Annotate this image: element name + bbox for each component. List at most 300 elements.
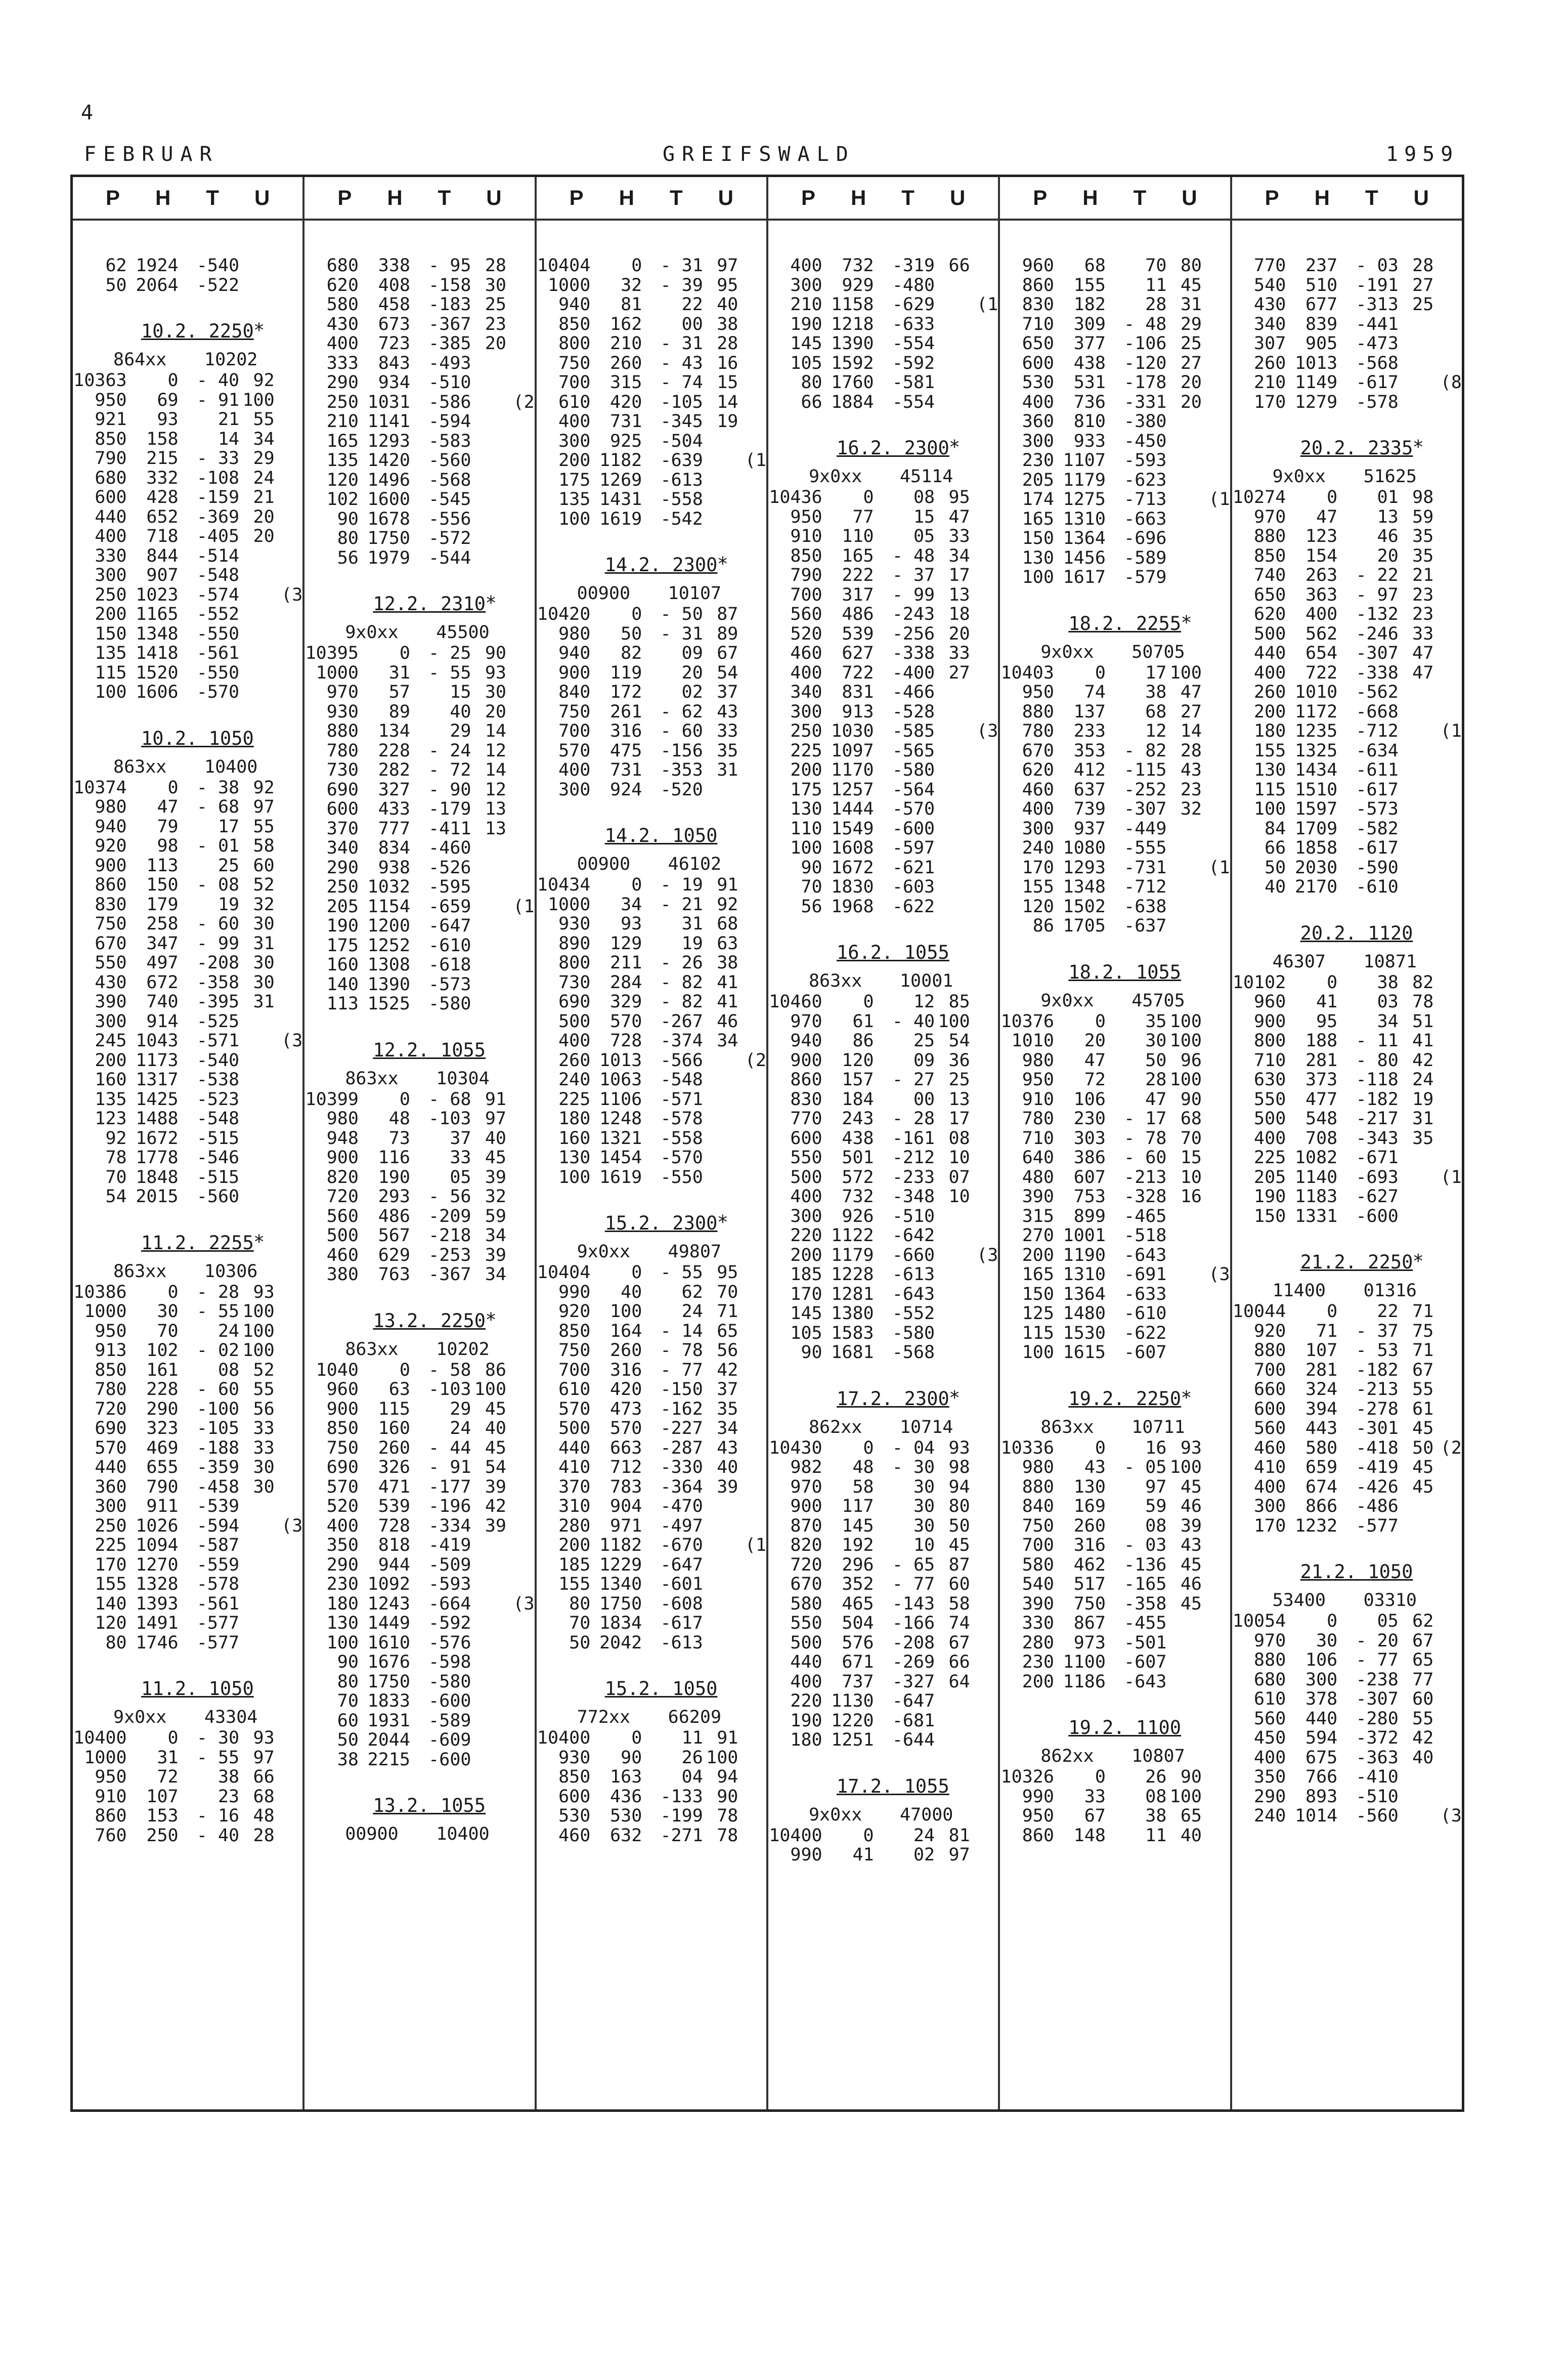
table-row <box>768 1826 998 1846</box>
table-cell: 0 <box>399 643 410 663</box>
table-cell: 35 <box>1145 1011 1167 1032</box>
table-cell: -233 <box>892 1167 935 1188</box>
table-cell: 670 <box>95 933 127 954</box>
table-cell: 900 <box>558 662 591 683</box>
table-cell: -419 <box>1356 1457 1399 1477</box>
sounding-header <box>1000 1691 1230 1767</box>
column-header-label: T <box>206 186 219 209</box>
table-row <box>537 1497 766 1516</box>
table-cell: -191 <box>1356 275 1399 295</box>
table-row <box>73 1728 302 1748</box>
table-cell <box>970 1438 998 1458</box>
table-row <box>768 1652 998 1672</box>
table-cell: 28 <box>1145 294 1167 315</box>
table-cell: 1606 <box>136 682 179 702</box>
table-row <box>1000 1265 1230 1285</box>
table-cell: -106 <box>1124 333 1167 354</box>
table-cell: 165 <box>1022 508 1054 529</box>
table-cell: 72 <box>1084 1070 1106 1090</box>
table-row <box>1232 644 1462 663</box>
table-cell: 97 <box>485 1109 507 1129</box>
table-cell <box>471 1750 506 1770</box>
sounding-date-time: 13.2. 1055 <box>373 1795 486 1816</box>
table-row <box>73 797 302 817</box>
table-cell: 1583 <box>831 1323 874 1343</box>
table-row <box>537 451 766 471</box>
table-cell: 282 <box>378 760 410 780</box>
table-cell <box>471 916 506 936</box>
table-cell: 637 <box>1073 779 1106 800</box>
table-cell: 12 <box>913 992 935 1012</box>
table-cell <box>239 1031 275 1051</box>
table-cell: 145 <box>842 1515 874 1536</box>
table-cell: 531 <box>1073 372 1106 393</box>
table-cell <box>935 877 970 897</box>
table-cell <box>1399 702 1434 722</box>
table-cell: 840 <box>558 682 591 702</box>
table-row <box>1232 741 1462 761</box>
table-cell: -572 <box>428 528 471 548</box>
table-cell: -566 <box>660 1050 703 1071</box>
table-cell: 326 <box>378 1457 410 1477</box>
table-cell: 15 <box>1180 1148 1202 1168</box>
table-cell <box>738 256 766 276</box>
table-cell: 41 <box>852 1845 874 1865</box>
table-row <box>768 644 998 663</box>
table-cell <box>471 510 506 529</box>
table-cell: 19 <box>717 411 738 432</box>
table-cell: 56 <box>253 1398 275 1419</box>
table-cell: 497 <box>146 953 179 973</box>
table-cell: 71 <box>1316 1321 1338 1341</box>
table-cell: 1510 <box>1294 779 1338 800</box>
table-row <box>304 858 534 878</box>
table-cell: 105 <box>790 353 822 373</box>
table-cell: - 44 <box>428 1437 471 1458</box>
table-row <box>768 334 998 354</box>
table-cell: -613 <box>660 470 703 490</box>
table-row <box>1000 741 1230 761</box>
table-row <box>537 702 766 722</box>
table-cell: 1496 <box>367 470 410 490</box>
table-cell: -617 <box>1356 779 1399 800</box>
table-cell: 731 <box>610 760 642 780</box>
table-row <box>1000 432 1230 451</box>
table-cell: - 82 <box>1124 740 1167 761</box>
table-cell: 317 <box>842 584 874 605</box>
table-row <box>768 1845 998 1865</box>
table-cell: 179 <box>146 894 179 915</box>
table-cell: - 60 <box>196 1379 240 1399</box>
table-cell: 990 <box>790 1845 822 1865</box>
table-cell: 90 <box>337 508 359 529</box>
table-cell <box>970 1845 998 1865</box>
table-row <box>768 1070 998 1090</box>
table-cell <box>1433 1650 1462 1670</box>
table-cell <box>935 1711 970 1731</box>
table-row <box>1232 663 1462 683</box>
table-cell: (1 <box>1208 857 1230 878</box>
table-cell: 64 <box>948 1671 970 1692</box>
table-row <box>73 1614 302 1633</box>
table-cell: 185 <box>558 1554 591 1575</box>
table-cell: -542 <box>660 508 703 529</box>
table-row <box>73 1633 302 1653</box>
table-cell: 303 <box>1073 1128 1106 1149</box>
table-cell: 205 <box>1254 1167 1286 1188</box>
table-cell: 1778 <box>136 1148 179 1168</box>
table-cell: 100 <box>326 1632 359 1653</box>
table-cell: 675 <box>1305 1747 1338 1768</box>
table-row <box>1000 1438 1230 1458</box>
table-cell: 280 <box>1022 1632 1054 1653</box>
table-cell: 980 <box>1022 1457 1054 1477</box>
table-cell: - 72 <box>428 760 471 780</box>
star-marker: * <box>485 1308 497 1331</box>
table-cell: 327 <box>378 779 410 800</box>
table-cell <box>738 1399 766 1419</box>
table-cell: 1235 <box>1294 721 1338 741</box>
table-cell: 570 <box>326 1476 359 1497</box>
table-cell <box>703 1555 738 1575</box>
star-marker: * <box>253 319 265 341</box>
table-cell <box>1433 276 1462 295</box>
table-cell: 460 <box>1022 779 1054 800</box>
table-row <box>73 1516 302 1536</box>
table-cell: 45 <box>485 1398 507 1419</box>
table-row <box>1232 973 1462 993</box>
table-row <box>1000 568 1230 587</box>
table-cell: -405 <box>196 526 240 546</box>
table-cell: 163 <box>610 1767 642 1787</box>
table-cell: 200 <box>558 450 591 471</box>
sounding-code-value: 43304 <box>204 1707 258 1727</box>
table-cell: 670 <box>790 1574 822 1594</box>
table-cell: 24 <box>450 1418 471 1438</box>
table-cell: 08 <box>1145 1786 1167 1807</box>
table-cell <box>1166 838 1202 858</box>
table-cell: 00 <box>681 314 703 334</box>
table-cell: -681 <box>892 1710 935 1731</box>
table-row <box>537 276 766 295</box>
table-cell: 1173 <box>136 1050 179 1071</box>
table-cell: 174 <box>1022 489 1054 510</box>
table-cell <box>703 1594 738 1614</box>
table-cell: 722 <box>1305 662 1338 683</box>
table-cell: -136 <box>1124 1554 1167 1575</box>
table-cell <box>738 741 766 761</box>
sounding-date-time: 21.2. 1050 <box>1300 1561 1413 1583</box>
table-cell: 562 <box>1305 623 1338 644</box>
table-cell: 0 <box>631 256 642 276</box>
table-cell: - 60 <box>660 721 703 741</box>
table-cell <box>275 797 303 817</box>
table-cell <box>1202 548 1230 568</box>
table-row <box>1232 276 1462 295</box>
table-cell <box>1433 605 1462 624</box>
table-cell <box>275 430 303 449</box>
table-cell <box>738 702 766 722</box>
table-cell: 100 <box>1169 662 1202 683</box>
table-cell <box>1399 1806 1434 1826</box>
table-row <box>1000 838 1230 858</box>
table-row <box>768 799 998 819</box>
table-cell <box>970 1594 998 1614</box>
table-cell: -307 <box>1356 1689 1399 1709</box>
table-cell: 170 <box>790 1284 822 1304</box>
table-row <box>768 354 998 373</box>
table-row <box>1232 1438 1462 1458</box>
table-cell: 200 <box>95 1050 127 1071</box>
table-cell: 750 <box>1022 1515 1054 1536</box>
table-cell <box>1202 916 1230 936</box>
table-cell: 200 <box>790 1245 822 1265</box>
table-cell: 30 <box>913 1476 935 1497</box>
table-row <box>537 1806 766 1826</box>
table-cell <box>738 1477 766 1497</box>
table-row <box>768 295 998 315</box>
sounding-code-value: 49807 <box>668 1242 722 1262</box>
table-cell: (1 <box>513 896 535 917</box>
table-cell: 290 <box>326 372 359 393</box>
table-cell: 739 <box>1073 799 1106 819</box>
table-cell: 2170 <box>1294 877 1338 897</box>
table-row <box>768 488 998 507</box>
table-cell: 899 <box>1073 1206 1106 1226</box>
sounding-code: 862xx <box>808 1417 862 1437</box>
column-header-label: P <box>801 186 815 209</box>
table-cell: -287 <box>660 1437 703 1458</box>
table-cell: 600 <box>95 487 127 507</box>
table-cell: 180 <box>1254 721 1286 741</box>
sounding-header <box>1000 1363 1230 1438</box>
column-header <box>1232 177 1462 221</box>
table-cell: -629 <box>892 294 935 315</box>
table-cell: 1608 <box>831 838 874 858</box>
table-row <box>1000 1826 1230 1846</box>
table-cell: 42 <box>485 1496 507 1516</box>
table-cell: 600 <box>1022 353 1054 373</box>
table-cell: 86 <box>1032 916 1054 936</box>
table-cell: 35 <box>1412 1128 1434 1149</box>
sounding-code-value: 47000 <box>899 1804 953 1825</box>
table-row <box>304 1516 534 1536</box>
table-cell: 530 <box>610 1806 642 1826</box>
table-row <box>1232 1650 1462 1670</box>
table-cell: -162 <box>660 1398 703 1419</box>
table-cell: 700 <box>558 1360 591 1380</box>
sounding-code: 9x0xx <box>808 466 862 487</box>
table-cell: 190 <box>790 1710 822 1731</box>
table-cell <box>239 1129 275 1149</box>
table-cell <box>703 1168 738 1188</box>
table-cell: 47 <box>1412 643 1434 663</box>
table-cell: 190 <box>378 1167 410 1188</box>
table-cell <box>935 702 970 722</box>
table-cell: 100 <box>242 1340 275 1361</box>
table-cell: 610 <box>1254 1689 1286 1709</box>
table-cell <box>1399 315 1434 334</box>
table-row <box>73 391 302 410</box>
table-cell: 760 <box>95 1825 127 1846</box>
sounding-header <box>1232 1226 1462 1302</box>
table-cell: -133 <box>660 1786 703 1807</box>
table-cell: 90 <box>485 643 507 663</box>
table-cell <box>471 1555 506 1575</box>
table-cell <box>1433 760 1462 780</box>
table-cell <box>275 1283 303 1302</box>
table-cell: 100 <box>1169 1457 1202 1477</box>
table-cell: -577 <box>196 1613 240 1633</box>
table-cell: -617 <box>1356 838 1399 858</box>
table-cell: 870 <box>790 1515 822 1536</box>
table-cell: -539 <box>196 1496 240 1516</box>
table-cell <box>1202 1672 1230 1692</box>
table-cell: 315 <box>1022 1206 1054 1226</box>
table-row <box>1000 1343 1230 1363</box>
table-cell: 98 <box>157 836 179 856</box>
table-cell <box>970 354 998 373</box>
table-cell: 20 <box>1180 372 1202 393</box>
table-cell <box>935 1343 970 1363</box>
table-cell: 540 <box>1022 1574 1054 1594</box>
table-cell <box>935 722 970 741</box>
table-cell: 1165 <box>136 604 179 624</box>
table-cell: -501 <box>1124 1632 1167 1653</box>
table-cell: 115 <box>95 662 127 683</box>
table-cell: 211 <box>610 953 642 973</box>
table-cell: 890 <box>558 933 591 954</box>
table-cell: 12 <box>1145 721 1167 741</box>
table-cell: 550 <box>790 1148 822 1168</box>
table-cell <box>506 432 535 451</box>
table-cell: 1031 <box>367 392 410 412</box>
table-cell: 659 <box>1305 1457 1338 1477</box>
table-row <box>537 1555 766 1575</box>
sounding-date-time: 16.2. 1055 <box>836 942 949 963</box>
table-cell: 34 <box>717 1418 738 1438</box>
table-cell: 68 <box>1180 1109 1202 1129</box>
table-cell <box>738 875 766 895</box>
table-cell <box>1202 315 1230 334</box>
table-cell <box>506 644 535 663</box>
table-cell <box>1433 1109 1462 1129</box>
table-row <box>73 371 302 391</box>
table-cell: 59 <box>485 1206 507 1226</box>
table-cell <box>1166 1652 1202 1672</box>
table-cell: 10420 <box>537 604 591 624</box>
table-cell: 777 <box>378 818 410 839</box>
table-cell <box>970 838 998 858</box>
table-cell <box>970 1497 998 1516</box>
table-cell: 1190 <box>1063 1245 1106 1265</box>
table-cell: 820 <box>790 1535 822 1555</box>
sounding-code: 00900 <box>345 1824 399 1844</box>
table-cell: 162 <box>610 314 642 334</box>
table-cell <box>239 1090 275 1110</box>
table-cell <box>1166 412 1202 432</box>
table-cell: 1672 <box>831 857 874 878</box>
table-row <box>1000 1304 1230 1324</box>
table-cell: 1251 <box>831 1730 874 1750</box>
table-cell <box>970 1672 998 1692</box>
table-cell: 10102 <box>1232 972 1286 993</box>
table-cell: 323 <box>146 1418 179 1438</box>
table-cell: 290 <box>146 1398 179 1419</box>
table-cell <box>275 1419 303 1438</box>
table-cell: -580 <box>892 760 935 780</box>
table-cell <box>1166 1672 1202 1692</box>
table-cell: 400 <box>1305 604 1338 624</box>
table-cell: 780 <box>1022 1109 1054 1129</box>
table-cell: -493 <box>428 353 471 373</box>
table-cell: 1257 <box>831 779 874 800</box>
table-cell: 115 <box>1022 1323 1054 1343</box>
table-row <box>537 490 766 510</box>
table-cell: 950 <box>790 506 822 527</box>
table-column-5 <box>1000 177 1232 2109</box>
table-cell: -540 <box>196 1050 240 1071</box>
table-cell <box>1433 1748 1462 1768</box>
table-cell: 10 <box>913 1535 935 1555</box>
table-cell <box>1202 1555 1230 1575</box>
table-cell: 70 <box>105 1167 127 1188</box>
table-cell: 09 <box>681 643 703 663</box>
table-cell: 225 <box>790 740 822 761</box>
table-cell <box>970 1633 998 1653</box>
table-row <box>73 1187 302 1207</box>
table-cell: 880 <box>1022 701 1054 722</box>
table-cell: 458 <box>378 294 410 315</box>
table-row <box>1232 527 1462 546</box>
table-row <box>1232 1070 1462 1090</box>
table-row <box>1000 1148 1230 1168</box>
table-cell: 58 <box>948 1593 970 1614</box>
table-cell <box>275 1380 303 1399</box>
table-cell: 31 <box>1180 294 1202 315</box>
table-cell: 1001 <box>1063 1225 1106 1246</box>
table-cell: 576 <box>842 1632 874 1653</box>
table-cell: - 17 <box>1124 1109 1167 1129</box>
table-cell: -419 <box>428 1535 471 1555</box>
table-cell <box>935 819 970 839</box>
table-cell: 1106 <box>599 1089 642 1110</box>
table-cell <box>1433 858 1462 878</box>
table-cell <box>1399 819 1434 839</box>
table-cell <box>506 1265 535 1285</box>
table-cell: 1107 <box>1063 450 1106 471</box>
table-cell <box>1433 546 1462 566</box>
table-cell: -594 <box>196 1515 240 1536</box>
table-row <box>1000 1555 1230 1575</box>
table-cell <box>935 1691 970 1711</box>
table-cell <box>738 1380 766 1399</box>
table-cell: 430 <box>95 972 127 993</box>
table-cell: 16 <box>717 353 738 373</box>
table-cell: - 21 <box>660 894 703 915</box>
table-cell <box>1166 1343 1202 1363</box>
column-header-label: T <box>901 186 914 209</box>
table-cell <box>1202 1458 1230 1477</box>
table-cell: 65 <box>1412 1650 1434 1670</box>
table-cell: 94 <box>948 1476 970 1497</box>
table-cell: 24 <box>253 468 275 488</box>
table-cell: 120 <box>326 470 359 490</box>
table-cell: 113 <box>326 994 359 1014</box>
table-cell: 347 <box>146 933 179 954</box>
table-cell: 170 <box>1022 857 1054 878</box>
sounding-code-value: 10807 <box>1131 1746 1185 1766</box>
